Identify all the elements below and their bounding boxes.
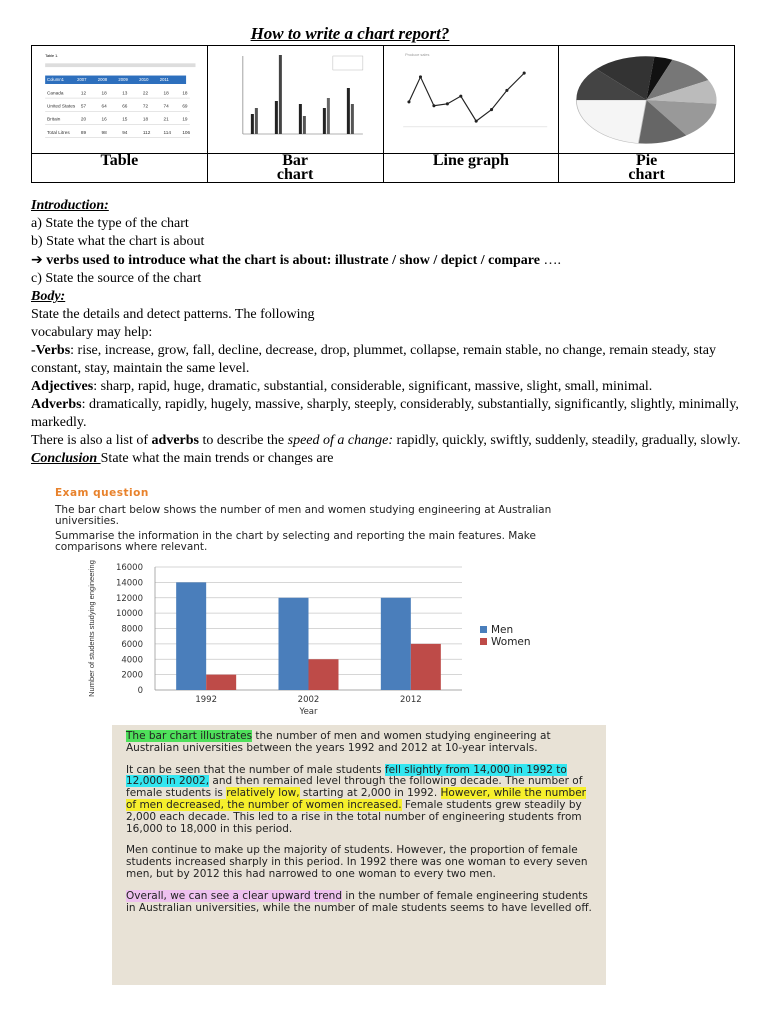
y-tick-label: 12000 <box>115 593 143 604</box>
intro-verbs-line: ➔ verbs used to introduce what the chart is about: illustrate / show / depict / compare …. <box>31 252 561 268</box>
svg-text:16: 16 <box>101 116 107 122</box>
svg-text:69: 69 <box>182 103 188 109</box>
pie-chart-thumbnail <box>559 46 735 154</box>
svg-text:Canada: Canada <box>47 90 64 96</box>
svg-text:89: 89 <box>80 129 87 135</box>
svg-text:66: 66 <box>122 103 128 109</box>
intro-step-b: b) State what the chart is about <box>31 234 205 249</box>
speed-adverbs: There is also a list of adverbs to describe the speed of a change: rapidly, quickly, swiftly, suddenly, steadily, gradually, slowly. <box>31 433 741 448</box>
exam-question-label: Exam question <box>55 487 149 499</box>
svg-text:19: 19 <box>182 116 188 122</box>
svg-text:12: 12 <box>80 90 87 96</box>
pie-chart-thumbnail-image <box>559 46 734 153</box>
svg-text:13: 13 <box>122 90 128 96</box>
svg-text:18: 18 <box>182 90 188 96</box>
answer-paragraph-1: The bar chart illustrates the number of men and women studying engineering at Australian universities between the years 1992 and 2012 at 10-year intervals. <box>126 730 551 754</box>
conclusion-line: Conclusion State what the main trends or changes are <box>31 451 334 466</box>
y-tick-label: 2000 <box>121 670 143 681</box>
svg-text:2007: 2007 <box>77 77 87 83</box>
svg-text:Table 1.: Table 1. <box>45 53 59 58</box>
bar-chart-thumbnail-image <box>208 46 383 153</box>
table-thumbnail-image <box>32 46 207 153</box>
bar-women-1992 <box>206 675 236 690</box>
type-label-bar-chart: Bar chart <box>207 154 383 183</box>
y-axis-label: Number of students studying engineering <box>87 560 96 697</box>
y-tick-label: 8000 <box>121 624 143 635</box>
adjectives-vocab: Adjectives: sharp, rapid, huge, dramatic, substantial, considerable, significant, massive, slight, small, minimal. <box>31 379 653 394</box>
line-graph-thumbnail-image <box>384 46 559 153</box>
y-tick-label: 4000 <box>121 655 143 666</box>
svg-text:64: 64 <box>101 103 107 109</box>
svg-text:2010: 2010 <box>139 77 149 83</box>
verbs-vocab: -Verbs: rise, increase, grow, fall, decline, decrease, drop, plummet, collapse, remain stable, no change, remain steady, stay constant, stay, maintain the same level. <box>31 343 716 376</box>
bar-men-1992 <box>176 582 206 690</box>
x-tick-label: 1992 <box>195 695 217 705</box>
answer-paragraph-4: Overall, we can see a clear upward trend in the number of female engineering students in Australian universities, while the number of male students seems to have levelled off. <box>126 889 592 914</box>
bar-chart-svg <box>80 560 580 720</box>
intro-step-a: a) State the type of the chart <box>31 216 189 231</box>
svg-text:112: 112 <box>142 129 151 135</box>
exam-question-text-1: The bar chart below shows the number of men and women studying engineering at Australian universities. <box>55 504 552 527</box>
svg-text:Total Litres: Total Litres <box>47 129 70 135</box>
chart-types-table <box>31 45 735 183</box>
y-tick-label: 16000 <box>115 563 143 573</box>
svg-text:22: 22 <box>142 90 149 96</box>
svg-text:2009: 2009 <box>118 77 128 83</box>
legend-swatch-men <box>480 626 487 633</box>
line-graph-thumbnail <box>383 46 559 154</box>
answer-paragraph-3: Men continue to make up the majority of students. However, the proportion of female students increased sharply in this period. In 1992 there was one woman to every seven men, but by 2012 this had narrowed to one woman to every two men. <box>126 844 588 880</box>
x-axis-label: Year <box>299 707 318 717</box>
engineering-bar-chart <box>80 560 580 720</box>
svg-text:2011: 2011 <box>159 77 169 83</box>
svg-text:72: 72 <box>142 103 149 109</box>
x-tick-label: 2012 <box>400 695 422 705</box>
svg-text:18: 18 <box>101 90 107 96</box>
bar-men-2012 <box>381 598 411 690</box>
model-answer <box>112 725 606 985</box>
svg-text:21: 21 <box>163 116 169 122</box>
svg-text:74: 74 <box>163 103 169 109</box>
x-tick-label: 2002 <box>297 695 320 705</box>
legend-swatch-women <box>480 638 487 645</box>
y-tick-label: 14000 <box>115 578 143 589</box>
body-line-1: State the details and detect patterns. The following <box>31 307 315 322</box>
page-title: How to write a chart report? <box>250 24 450 43</box>
svg-text:15: 15 <box>122 116 128 122</box>
exam-question-text-2: Summarise the information in the chart by selecting and reporting the main features. Make comparisons where relevant. <box>55 530 536 553</box>
table-thumbnail <box>32 46 208 154</box>
legend-label-men: Men <box>491 624 514 636</box>
svg-text:Column1: Column1 <box>47 77 64 83</box>
y-tick-label: 6000 <box>121 639 143 650</box>
svg-text:20: 20 <box>80 116 87 122</box>
svg-text:2008: 2008 <box>97 77 108 83</box>
arrow-icon: ➔ <box>31 252 43 268</box>
y-tick-label: 10000 <box>115 609 143 620</box>
svg-text:United States: United States <box>47 103 76 109</box>
legend-label-women: Women <box>491 636 531 648</box>
svg-text:18: 18 <box>163 90 169 96</box>
type-label-line-graph: Line graph <box>383 154 559 183</box>
svg-text:98: 98 <box>101 129 107 135</box>
svg-text:Britain: Britain <box>47 116 61 122</box>
bar-men-2002 <box>279 598 309 690</box>
y-tick-label: 0 <box>137 686 143 696</box>
adverbs-vocab: Adverbs: dramatically, rapidly, hugely, massive, sharply, steeply, considerably, substantially, significantly, slightly, minimally, markedly. <box>31 397 739 430</box>
introduction-heading: Introduction: <box>31 198 109 213</box>
svg-text:18: 18 <box>142 116 149 122</box>
bar-chart-thumbnail <box>207 46 383 154</box>
body-heading: Body: <box>31 289 66 304</box>
svg-text:114: 114 <box>163 129 172 135</box>
svg-text:106: 106 <box>182 129 191 135</box>
type-label-table: Table <box>32 154 208 183</box>
intro-step-c: c) State the source of the chart <box>31 271 202 286</box>
type-label-pie-chart: Pie chart <box>559 154 735 183</box>
guide-text <box>31 197 755 468</box>
bar-women-2002 <box>309 659 339 690</box>
conclusion-heading: Conclusion <box>31 451 101 466</box>
answer-paragraph-2: It can be seen that the number of male students fell slightly from 14,000 in 1992 to 12,000 in 2002, and then remained level through the following decade. The number of female students is relatively low, starting at 2,000 in 1992. However, while the number of men decreased, the number of women increased. Female students grew steadily by 2,000 each decade. This led to a rise in the total number of engineering students from 16,000 to 18,000 in this period. <box>126 763 586 835</box>
exam-question <box>55 488 575 557</box>
body-line-2: vocabulary may help: <box>31 325 153 340</box>
svg-text:Produce sales: Produce sales <box>404 52 429 57</box>
bar-women-2012 <box>411 644 441 690</box>
svg-text:57: 57 <box>80 103 87 109</box>
svg-text:94: 94 <box>122 129 128 135</box>
